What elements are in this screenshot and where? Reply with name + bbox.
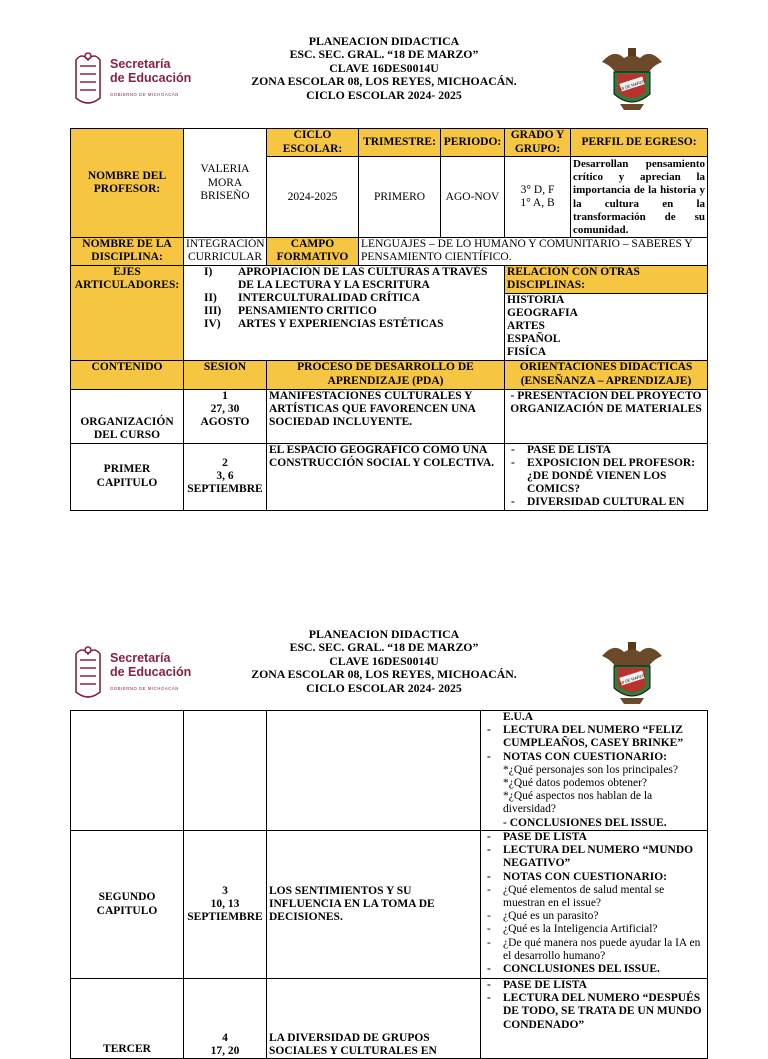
row-sesion: 1 27, 30 AGOSTO — [184, 389, 267, 443]
ciclo-label: CICLO ESCOLAR: — [267, 129, 359, 157]
secretaria-educacion-logo — [70, 640, 210, 710]
row-contenido: TERCER — [71, 979, 184, 1059]
ejes-list — [184, 265, 505, 360]
table-row — [71, 443, 708, 510]
list-item: - CONCLUSIONES DEL ISSUE. — [483, 963, 705, 976]
list-item: - LECTURA DEL NUMERO “MUNDO NEGATIVO” — [483, 844, 705, 870]
eje-item: IV) ARTES Y EXPERIENCIAS ESTÉTICAS — [204, 318, 444, 331]
list-item: - EXPOSICION DEL PROFESOR: ¿DE DONDÉ VIENEN LOS COMICS? — [507, 457, 705, 497]
perfil-value: Desarrollan pensamiento crítico y aprecian la importancia de la historia y la cultura en la transformación de su comunidad. — [571, 157, 708, 238]
header-line-1: PLANEACION DIDACTICA — [308, 627, 460, 641]
row-orientaciones — [505, 443, 708, 510]
list-item: - PASE DE LISTA — [483, 979, 705, 992]
row-sesion: 2 3, 6 SEPTIEMBRE — [184, 443, 267, 510]
header-line-5: CICLO ESCOLAR 2024- 2025 — [306, 680, 462, 695]
list-item: E.U.A — [503, 711, 534, 723]
row-contenido: ORGANIZACIÓN DEL CURSO — [71, 389, 184, 443]
campo-value: LENGUAJES – DE LO HUMANO Y COMUNITARIO – SABERES Y PENSAMIENTO CIENTÍFICO. — [359, 238, 708, 265]
grado-label: GRADO Y GRUPO: — [505, 129, 571, 157]
school-eagle-badge — [600, 44, 664, 114]
periodo-value: AGO-NOV — [441, 157, 505, 238]
perfil-label: PERFIL DE EGRESO: — [571, 129, 708, 157]
relacion-item: GEOGRAFIA — [507, 306, 578, 319]
school-eagle-badge — [600, 638, 664, 708]
grado-value — [505, 157, 571, 238]
row-orientaciones — [481, 711, 708, 831]
row-contenido: SEGUNDO CAPITULO — [71, 831, 184, 979]
header-line-5: CICLO ESCOLAR 2024- 2025 — [306, 87, 462, 102]
logo-line-2: de Educación — [110, 71, 192, 85]
table-row — [71, 389, 708, 443]
trimestre-label: TRIMESTRE: — [359, 129, 441, 157]
badge-text: 18 DE MARZO — [618, 672, 646, 686]
logo-line-1: Secretaría — [110, 651, 171, 665]
relacion-cell — [505, 265, 708, 360]
disciplina-value: INTEGRACIÓN CURRICULAR — [184, 238, 267, 265]
document-page-2 — [0, 590, 768, 1057]
header-line-4: ZONA ESCOLAR 08, LOS REYES, MICHOACÁN. — [251, 74, 517, 89]
ciclo-value: 2024-2025 — [267, 157, 359, 238]
row-orientaciones — [481, 831, 708, 979]
relacion-item: HISTORIA — [507, 293, 565, 306]
grado-value-2: 1° A, B — [520, 197, 555, 210]
question-item: *¿Qué datos podemos obtener? — [503, 777, 648, 790]
ejes-label: EJES ARTICULADORES: — [71, 265, 184, 360]
question-item: - ¿Qué es la Inteligencia Artificial? — [483, 923, 705, 936]
header-line-3: CLAVE 16DES0014U — [329, 60, 439, 75]
table-row — [71, 831, 708, 979]
table-row — [71, 979, 708, 1059]
eje-item: I) APROPIACIÓN DE LAS CULTURAS A TRAVÉS DE LA LECTURA Y LA ESCRITURA — [204, 265, 488, 291]
campo-label: CAMPO FORMATIVO — [267, 238, 359, 265]
disciplina-label: NOMBRE DE LA DISCIPLINA: — [71, 238, 184, 265]
list-item: - PASE DE LISTA — [507, 444, 705, 457]
document-header — [200, 35, 568, 102]
row-orientaciones: - PRESENTACION DEL PROYECTO ORGANIZACIÓN DE MATERIALES — [505, 389, 708, 443]
logo-line-3: GOBIERNO DE MICHOACÁN — [110, 92, 179, 97]
row-pda: LA DIVERSIDAD DE GRUPOS SOCIALES Y CULTURALES EN — [267, 979, 481, 1059]
logo-line-2: de Educación — [110, 665, 192, 679]
grado-value-1: 3° D, F — [520, 183, 555, 196]
list-item: - PASE DE LISTA — [483, 831, 705, 844]
header-line-2: ESC. SEC. GRAL. “18 DE MARZO” — [289, 640, 479, 655]
col-pda: PROCESO DE DESARROLLO DE APRENDIZAJE (PDA) — [267, 360, 505, 389]
trimestre-value: PRIMERO — [359, 157, 441, 238]
col-sesion: SESION — [184, 360, 267, 389]
header-line-4: ZONA ESCOLAR 08, LOS REYES, MICHOACÁN. — [251, 667, 517, 682]
planning-table-page-2 — [70, 710, 708, 1059]
teacher-name: VALERIA MORA BRISEÑO — [184, 129, 267, 238]
row-pda: LOS SENTIMIENTOS Y SU INFLUENCIA EN LA TOMA DE DECISIONES. — [267, 831, 481, 979]
relacion-item: ESPAÑOL — [507, 333, 561, 346]
row-orientaciones — [481, 979, 708, 1059]
list-item: - NOTAS CON CUESTIONARIO: — [483, 871, 705, 884]
periodo-label: PERIODO: — [441, 129, 505, 157]
list-item: - LECTURA DEL NUMERO “DESPUÉS DE TODO, SE TRATA DE UN MUNDO CONDENADO” — [483, 992, 705, 1032]
row-pda: EL ESPACIO GEOGRÁFICO COMO UNA CONSTRUCCIÓN SOCIAL Y COLECTIVA. — [267, 443, 505, 510]
row-sesion: 4 17, 20 — [184, 979, 267, 1059]
question-item: - ¿Qué es un parasito? — [483, 910, 705, 923]
list-item: - DIVERSIDAD CULTURAL EN — [507, 496, 705, 509]
planning-table-page-1 — [70, 128, 708, 511]
list-item: - LECTURA DEL NUMERO “FELIZ CUMPLEAÑOS, CASEY BRINKE” — [483, 724, 705, 750]
table-row — [71, 711, 708, 831]
header-line-2: ESC. SEC. GRAL. “18 DE MARZO” — [289, 47, 479, 62]
col-orientaciones: ORIENTACIONES DIDACTICAS (ENSEÑANZA – APRENDIZAJE) — [505, 360, 708, 389]
list-item: - NOTAS CON CUESTIONARIO: — [483, 751, 705, 764]
list-item: - CONCLUSIONES DEL ISSUE. — [503, 816, 667, 829]
col-contenido: CONTENIDO — [71, 360, 184, 389]
question-item: *¿Qué aspectos nos hablan de la diversidad? — [503, 790, 653, 816]
header-line-3: CLAVE 16DES0014U — [329, 653, 439, 668]
teacher-label: NOMBRE DEL PROFESOR: — [71, 129, 184, 238]
question-item: - ¿Qué elementos de salud mental se muestran en el issue? — [483, 884, 705, 910]
logo-line-1: Secretaría — [110, 57, 171, 71]
logo-line-3: GOBIERNO DE MICHOACÁN — [110, 686, 179, 691]
secretaria-educacion-logo — [70, 46, 210, 116]
document-header — [200, 628, 568, 695]
eje-item: III) PENSAMIENTO CRITICO — [204, 305, 377, 318]
row-contenido: PRIMER CAPITULO — [71, 443, 184, 510]
question-item: - ¿De qué manera nos puede ayudar la IA en el desarrollo humano? — [483, 937, 705, 963]
question-item: *¿Qué personajes son los principales? — [503, 763, 679, 776]
relacion-label: RELACIÓN CON OTRAS DISCIPLINAS: — [505, 266, 707, 294]
row-pda: MANIFESTACIONES CULTURALES Y ARTÍSTICAS QUE FAVORENCEN UNA SOCIEDAD INCLUYENTE. — [267, 389, 505, 443]
eje-item: II) INTERCULTURALIDAD CRÍTICA — [204, 292, 421, 305]
badge-text: 18 DE MARZO — [618, 78, 646, 92]
row-sesion: 3 10, 13 SEPTIEMBRE — [184, 831, 267, 979]
relacion-item: FISÍCA — [507, 346, 546, 359]
header-line-1: PLANEACION DIDACTICA — [308, 34, 460, 48]
relacion-item: ARTES — [507, 320, 545, 333]
